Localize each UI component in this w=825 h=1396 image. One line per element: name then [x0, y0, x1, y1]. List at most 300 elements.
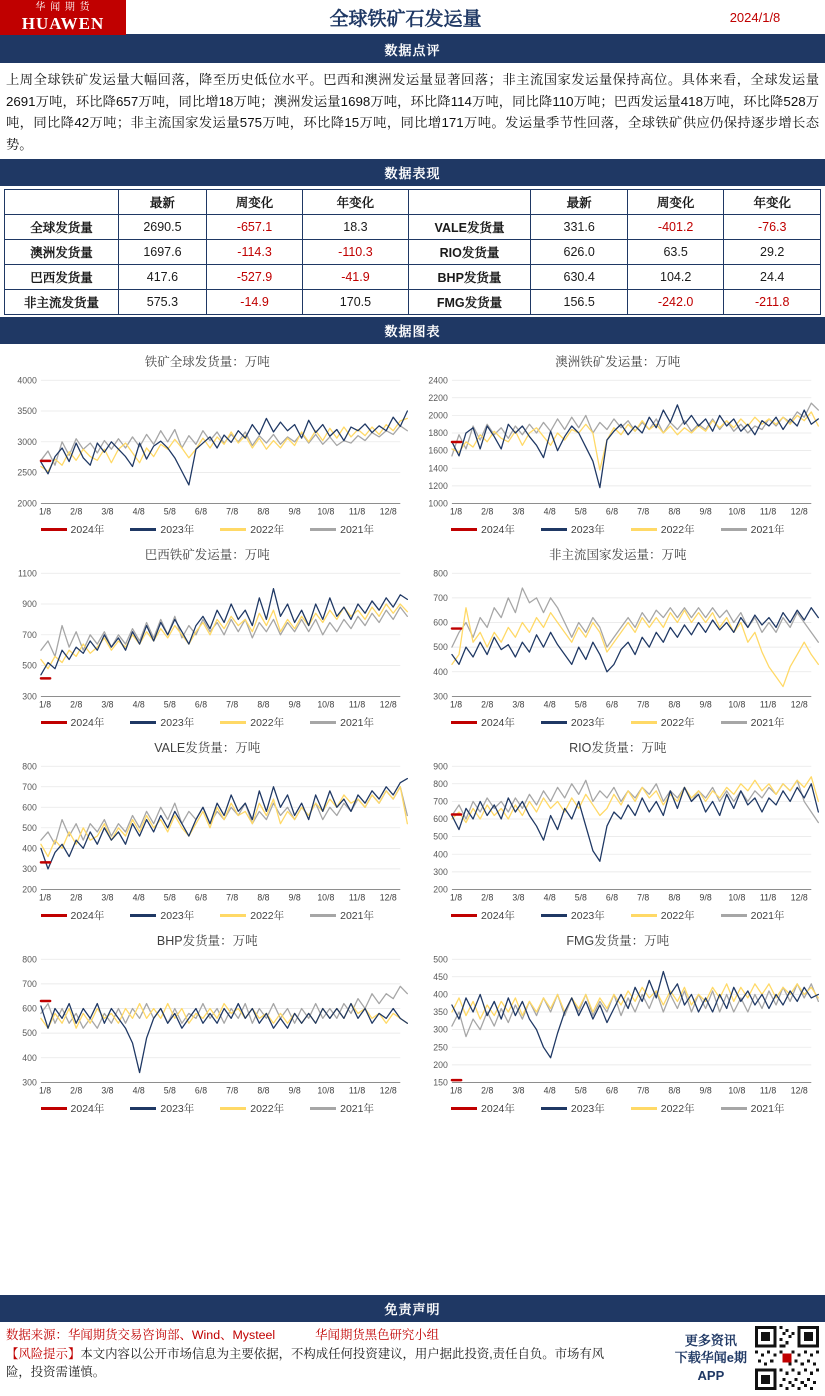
footer-text-block	[6, 1326, 609, 1382]
legend-swatch-icon	[220, 528, 246, 531]
row-label-australia: 澳洲发货量	[5, 240, 119, 265]
svg-text:8/8: 8/8	[257, 506, 270, 517]
cell-brazil-latest: 417.6	[119, 265, 207, 290]
col-latest-right: 最新	[531, 190, 628, 215]
qr-code-image	[755, 1326, 819, 1390]
legend-swatch-icon	[721, 721, 747, 724]
cell-fmg-wow: -242.0	[627, 290, 724, 315]
promo-text	[675, 1332, 747, 1385]
logo-chinese-text: 华 闻 期 货	[35, 1, 91, 13]
svg-text:1100: 1100	[18, 568, 37, 579]
svg-text:6/8: 6/8	[194, 892, 208, 903]
svg-text:8/8: 8/8	[667, 892, 680, 903]
legend-swatch-icon	[41, 528, 67, 531]
legend-swatch-icon	[130, 914, 156, 917]
data-table-wrapper	[0, 186, 825, 317]
section-performance-bar: 数据表现	[0, 159, 825, 186]
svg-text:12/8: 12/8	[790, 699, 808, 710]
legend-swatch-icon	[451, 721, 477, 724]
svg-text:2000: 2000	[427, 410, 448, 421]
legend-swatch-icon	[631, 1107, 657, 1110]
col-wow-right: 周变化	[627, 190, 724, 215]
chart-svg-global	[6, 372, 409, 524]
svg-text:1/8: 1/8	[38, 699, 52, 710]
svg-text:1600: 1600	[427, 445, 448, 456]
footer-body	[0, 1322, 825, 1396]
legend-item-2023年	[541, 715, 605, 730]
svg-text:600: 600	[432, 814, 448, 825]
legend-label: 2024年	[481, 909, 515, 922]
svg-text:3/8: 3/8	[511, 699, 525, 710]
cell-rio-yoy: 29.2	[724, 240, 821, 265]
svg-text:900: 900	[432, 761, 448, 772]
legend-label: 2024年	[70, 909, 105, 922]
svg-text:7/8: 7/8	[226, 699, 239, 710]
svg-text:9/8: 9/8	[699, 1085, 712, 1096]
legend-swatch-icon	[310, 1107, 336, 1110]
chart-title-nonmain: 非主流国家发运量：万吨	[548, 548, 687, 563]
cell-global-wow: -657.1	[206, 215, 303, 240]
col-latest-left: 最新	[119, 190, 207, 215]
svg-text:700: 700	[432, 593, 448, 604]
svg-text:500: 500	[22, 660, 37, 671]
legend-label: 2022年	[660, 909, 695, 922]
cell-vale-wow: -401.2	[627, 215, 724, 240]
promo-line-2: 下载华闻e期	[674, 1350, 747, 1366]
legend-swatch-icon	[631, 914, 657, 917]
footer-source-row	[6, 1326, 609, 1345]
legend-label: 2021年	[340, 524, 374, 537]
legend-label: 2024年	[70, 1102, 105, 1115]
svg-text:10/8: 10/8	[727, 1085, 745, 1096]
svg-text:6/8: 6/8	[194, 506, 208, 517]
svg-text:11/8: 11/8	[348, 1085, 366, 1096]
legend-swatch-icon	[41, 914, 67, 917]
legend-item-2024年	[41, 522, 105, 537]
legend-label: 2023年	[160, 524, 195, 537]
svg-text:2/8: 2/8	[70, 1085, 83, 1096]
svg-text:700: 700	[432, 796, 448, 807]
legend-item-2021年	[310, 908, 374, 923]
svg-text:5/8: 5/8	[574, 1085, 587, 1096]
page-title: 全球铁矿石发运量	[329, 7, 482, 30]
footer-source	[6, 1326, 275, 1345]
svg-text:6/8: 6/8	[605, 506, 618, 517]
svg-text:8/8: 8/8	[667, 699, 680, 710]
legend-label: 2021年	[340, 909, 374, 922]
svg-text:800: 800	[22, 954, 37, 965]
svg-text:7/8: 7/8	[636, 892, 649, 903]
svg-text:3/8: 3/8	[101, 892, 114, 903]
col-blank-right	[408, 190, 531, 215]
svg-text:1/8: 1/8	[449, 699, 462, 710]
svg-text:2/8: 2/8	[480, 506, 493, 517]
legend-label: 2023年	[570, 717, 605, 730]
svg-text:4/8: 4/8	[132, 1085, 145, 1096]
legend-swatch-icon	[451, 528, 477, 531]
legend-label: 2022年	[250, 1102, 285, 1115]
legend-item-2022年	[631, 522, 695, 537]
legend-item-2023年	[541, 522, 605, 537]
chart-title-global: 铁矿全球发货量：万吨	[144, 355, 270, 370]
row-label-fmg: FMG发货量	[408, 290, 531, 315]
svg-text:800: 800	[432, 568, 448, 579]
legend-item-2022年	[220, 908, 284, 923]
legend-label: 2021年	[750, 909, 785, 922]
chart-cell-brazil	[2, 539, 413, 732]
svg-text:2/8: 2/8	[70, 892, 83, 903]
chart-legend-vale	[6, 908, 409, 923]
svg-text:6/8: 6/8	[605, 892, 618, 903]
legend-swatch-icon	[451, 914, 477, 917]
svg-text:2/8: 2/8	[480, 892, 493, 903]
svg-text:8/8: 8/8	[257, 892, 270, 903]
svg-text:11/8: 11/8	[348, 699, 366, 710]
cell-brazil-wow: -527.9	[206, 265, 303, 290]
cell-nonmain-wow: -14.9	[206, 290, 303, 315]
legend-item-2021年	[310, 715, 374, 730]
legend-item-2023年	[541, 908, 605, 923]
svg-text:8/8: 8/8	[257, 699, 270, 710]
svg-text:400: 400	[432, 849, 448, 860]
svg-text:10/8: 10/8	[727, 506, 745, 517]
legend-item-2022年	[220, 1101, 284, 1116]
col-wow-left: 周变化	[206, 190, 303, 215]
svg-text:5/8: 5/8	[574, 506, 587, 517]
legend-label: 2021年	[750, 717, 785, 730]
svg-text:250: 250	[432, 1042, 448, 1053]
chart-title-fmg: FMG发货量：万吨	[566, 933, 670, 948]
legend-item-2022年	[631, 908, 695, 923]
promo-line-3: APP	[697, 1367, 725, 1383]
legend-label: 2023年	[160, 717, 195, 730]
cell-bhp-latest: 630.4	[531, 265, 628, 290]
svg-text:2/8: 2/8	[480, 699, 493, 710]
svg-text:7/8: 7/8	[636, 506, 649, 517]
svg-text:1/8: 1/8	[38, 506, 52, 517]
svg-text:9/8: 9/8	[699, 892, 712, 903]
legend-item-2024年	[451, 715, 515, 730]
legend-swatch-icon	[721, 528, 747, 531]
svg-text:700: 700	[22, 978, 37, 989]
chart-cell-fmg	[413, 925, 824, 1118]
row-label-nonmain: 非主流发货量	[5, 290, 119, 315]
svg-text:4/8: 4/8	[132, 699, 145, 710]
svg-text:3/8: 3/8	[101, 1085, 114, 1096]
chart-svg-bhp	[6, 951, 409, 1103]
legend-item-2024年	[41, 715, 105, 730]
legend-swatch-icon	[631, 721, 657, 724]
legend-item-2023年	[130, 522, 194, 537]
svg-text:4/8: 4/8	[543, 506, 556, 517]
legend-label: 2023年	[570, 909, 605, 922]
legend-label: 2024年	[481, 717, 515, 730]
svg-text:6/8: 6/8	[194, 1085, 208, 1096]
page-header	[0, 0, 825, 36]
qr-code[interactable]	[755, 1326, 819, 1390]
cell-global-latest: 2690.5	[119, 215, 207, 240]
legend-swatch-icon	[541, 721, 567, 724]
legend-swatch-icon	[310, 528, 336, 531]
svg-text:3/8: 3/8	[511, 1085, 525, 1096]
legend-item-2023年	[130, 1101, 194, 1116]
chart-legend-bhp	[6, 1101, 409, 1116]
cell-vale-yoy: -76.3	[724, 215, 821, 240]
cell-bhp-yoy: 24.4	[724, 265, 821, 290]
commentary-text: 上周全球铁矿发运量大幅回落，降至历史低位水平。巴西和澳洲发运量显著回落；非主流国家发运量保持高位。具体来看，全球发运量2691万吨，环比降657万吨，同比增18万吨；澳洲发运量1698万吨，环比降114万吨，同比降110万吨；巴西发运量418万吨，环比降528万吨，同比降42万吨；非主流国家发运量575万吨，环比降15万吨，同比增171万吨。发运量季节性回落，全球铁矿供应仍保持逐步增长态势。	[6, 72, 819, 152]
svg-text:1200: 1200	[427, 481, 448, 492]
legend-swatch-icon	[310, 721, 336, 724]
svg-text:450: 450	[432, 971, 448, 982]
legend-swatch-icon	[451, 1107, 477, 1110]
svg-text:500: 500	[432, 831, 448, 842]
svg-text:400: 400	[22, 843, 37, 854]
svg-text:800: 800	[22, 761, 37, 772]
section-disclaimer-bar: 免责声明	[0, 1295, 825, 1322]
svg-text:5/8: 5/8	[574, 699, 587, 710]
svg-text:12/8: 12/8	[790, 1085, 808, 1096]
legend-swatch-icon	[130, 1107, 156, 1110]
svg-text:5/8: 5/8	[163, 699, 176, 710]
svg-text:7/8: 7/8	[226, 506, 239, 517]
svg-text:10/8: 10/8	[317, 1085, 335, 1096]
svg-text:400: 400	[432, 989, 448, 1000]
svg-text:4/8: 4/8	[543, 892, 556, 903]
chart-cell-bhp	[2, 925, 413, 1118]
legend-swatch-icon	[721, 914, 747, 917]
footer-risk-row	[6, 1345, 609, 1382]
chart-legend-rio	[417, 908, 820, 923]
svg-text:4000: 4000	[17, 375, 37, 386]
svg-text:4/8: 4/8	[543, 1085, 556, 1096]
chart-legend-australia	[417, 522, 820, 537]
legend-swatch-icon	[631, 528, 657, 531]
legend-item-2021年	[721, 522, 785, 537]
chart-cell-vale	[2, 732, 413, 925]
legend-swatch-icon	[541, 914, 567, 917]
legend-label: 2024年	[481, 1102, 515, 1115]
legend-swatch-icon	[220, 914, 246, 917]
svg-text:3000: 3000	[17, 437, 37, 448]
chart-svg-fmg	[417, 951, 820, 1103]
report-date: 2024/1/8	[729, 9, 781, 25]
svg-text:1/8: 1/8	[449, 892, 462, 903]
svg-text:600: 600	[22, 802, 37, 813]
svg-text:7/8: 7/8	[226, 1085, 239, 1096]
chart-title-vale: VALE发货量：万吨	[154, 741, 261, 756]
legend-item-2021年	[721, 715, 785, 730]
chart-cell-australia	[413, 346, 824, 539]
cell-brazil-yoy: -41.9	[303, 265, 408, 290]
svg-text:3500: 3500	[17, 406, 37, 417]
chart-svg-nonmain	[417, 565, 820, 717]
svg-text:7/8: 7/8	[636, 1085, 649, 1096]
source-label: 数据来源：	[6, 1328, 68, 1342]
svg-text:12/8: 12/8	[790, 892, 808, 903]
risk-label: 【风险提示】	[6, 1346, 81, 1361]
legend-item-2021年	[721, 1101, 785, 1116]
svg-text:2500: 2500	[17, 467, 37, 478]
svg-text:9/8: 9/8	[288, 1085, 301, 1096]
svg-text:600: 600	[22, 1003, 37, 1014]
legend-item-2021年	[310, 1101, 374, 1116]
cell-australia-wow: -114.3	[206, 240, 303, 265]
table-row	[5, 265, 821, 290]
svg-text:5/8: 5/8	[574, 892, 587, 903]
chart-svg-brazil	[6, 565, 409, 717]
svg-text:300: 300	[432, 866, 448, 877]
svg-text:400: 400	[432, 666, 448, 677]
legend-swatch-icon	[721, 1107, 747, 1110]
cell-global-yoy: 18.3	[303, 215, 408, 240]
legend-item-2024年	[451, 908, 515, 923]
svg-text:9/8: 9/8	[699, 506, 712, 517]
legend-swatch-icon	[130, 721, 156, 724]
legend-item-2021年	[310, 522, 374, 537]
svg-text:4/8: 4/8	[543, 699, 556, 710]
row-label-global: 全球发货量	[5, 215, 119, 240]
section-charts-bar: 数据图表	[0, 317, 825, 344]
svg-text:2/8: 2/8	[70, 699, 83, 710]
section-commentary-bar: 数据点评	[0, 36, 825, 63]
company-logo	[0, 0, 126, 35]
cell-rio-latest: 626.0	[531, 240, 628, 265]
chart-title-bhp: BHP发货量：万吨	[156, 933, 258, 948]
chart-legend-brazil	[6, 715, 409, 730]
svg-text:8/8: 8/8	[257, 1085, 270, 1096]
legend-item-2022年	[220, 522, 284, 537]
svg-text:500: 500	[432, 954, 448, 965]
svg-text:8/8: 8/8	[667, 506, 680, 517]
svg-text:350: 350	[432, 1007, 448, 1018]
legend-item-2024年	[41, 1101, 105, 1116]
svg-text:11/8: 11/8	[348, 892, 366, 903]
svg-text:9/8: 9/8	[288, 892, 301, 903]
svg-text:300: 300	[22, 863, 37, 874]
chart-title-rio: RIO发货量：万吨	[569, 741, 667, 756]
legend-label: 2024年	[70, 524, 105, 537]
chart-legend-fmg	[417, 1101, 820, 1116]
svg-text:1400: 1400	[427, 463, 448, 474]
cell-australia-latest: 1697.6	[119, 240, 207, 265]
chart-cell-rio	[413, 732, 824, 925]
svg-text:3/8: 3/8	[511, 892, 525, 903]
svg-text:12/8: 12/8	[379, 699, 397, 710]
table-header-row	[5, 190, 821, 215]
svg-text:10/8: 10/8	[727, 892, 745, 903]
legend-item-2021年	[721, 908, 785, 923]
svg-text:4/8: 4/8	[132, 892, 145, 903]
svg-text:7/8: 7/8	[636, 699, 649, 710]
svg-text:2200: 2200	[427, 392, 448, 403]
chart-svg-rio	[417, 758, 820, 910]
svg-text:3/8: 3/8	[101, 506, 114, 517]
legend-item-2024年	[41, 908, 105, 923]
svg-text:10/8: 10/8	[317, 506, 335, 517]
source-value: 华闻期货交易咨询部、Wind、Mysteel	[67, 1328, 276, 1342]
logo-english-text: HUAWEN	[21, 13, 105, 33]
svg-text:200: 200	[22, 884, 37, 895]
svg-text:1/8: 1/8	[38, 1085, 52, 1096]
legend-swatch-icon	[220, 1107, 246, 1110]
legend-item-2024年	[451, 1101, 515, 1116]
chart-cell-nonmain	[413, 539, 824, 732]
svg-text:3/8: 3/8	[511, 506, 525, 517]
svg-text:12/8: 12/8	[379, 1085, 397, 1096]
svg-text:11/8: 11/8	[759, 699, 776, 710]
svg-text:500: 500	[22, 1028, 37, 1039]
svg-text:12/8: 12/8	[379, 892, 397, 903]
svg-text:2/8: 2/8	[480, 1085, 493, 1096]
svg-text:1800: 1800	[427, 428, 448, 439]
svg-text:11/8: 11/8	[348, 506, 366, 517]
cell-australia-yoy: -110.3	[303, 240, 408, 265]
col-yoy-left: 年变化	[303, 190, 408, 215]
legend-label: 2021年	[340, 717, 374, 730]
legend-label: 2022年	[660, 717, 695, 730]
svg-text:300: 300	[22, 1077, 37, 1088]
svg-text:7/8: 7/8	[226, 892, 239, 903]
legend-item-2023年	[130, 908, 194, 923]
svg-text:150: 150	[432, 1077, 448, 1088]
svg-text:12/8: 12/8	[790, 506, 808, 517]
legend-swatch-icon	[220, 721, 246, 724]
svg-text:1/8: 1/8	[449, 506, 462, 517]
legend-label: 2024年	[70, 717, 105, 730]
cell-vale-latest: 331.6	[531, 215, 628, 240]
chart-legend-global	[6, 522, 409, 537]
legend-item-2023年	[541, 1101, 605, 1116]
legend-swatch-icon	[541, 528, 567, 531]
svg-text:500: 500	[432, 642, 448, 653]
svg-text:1/8: 1/8	[449, 1085, 462, 1096]
row-label-brazil: 巴西发货量	[5, 265, 119, 290]
legend-swatch-icon	[310, 914, 336, 917]
legend-label: 2023年	[570, 524, 605, 537]
svg-text:4/8: 4/8	[132, 506, 145, 517]
chart-title-brazil: 巴西铁矿发运量：万吨	[144, 548, 270, 563]
legend-label: 2023年	[160, 909, 195, 922]
svg-text:600: 600	[432, 617, 448, 628]
svg-text:500: 500	[22, 822, 37, 833]
chart-cell-global	[2, 346, 413, 539]
legend-label: 2024年	[481, 524, 515, 537]
performance-table	[4, 189, 821, 315]
svg-text:5/8: 5/8	[163, 1085, 176, 1096]
cell-bhp-wow: 104.2	[627, 265, 724, 290]
legend-item-2024年	[451, 522, 515, 537]
cell-nonmain-latest: 575.3	[119, 290, 207, 315]
svg-text:9/8: 9/8	[288, 506, 301, 517]
svg-text:200: 200	[432, 884, 448, 895]
svg-text:11/8: 11/8	[759, 506, 776, 517]
col-yoy-right: 年变化	[724, 190, 821, 215]
cell-rio-wow: 63.5	[627, 240, 724, 265]
legend-swatch-icon	[41, 721, 67, 724]
chart-legend-nonmain	[417, 715, 820, 730]
charts-grid	[0, 344, 825, 1118]
svg-text:11/8: 11/8	[759, 1085, 776, 1096]
legend-label: 2022年	[250, 717, 285, 730]
svg-text:10/8: 10/8	[727, 699, 745, 710]
legend-label: 2023年	[160, 1102, 195, 1115]
svg-text:3/8: 3/8	[101, 699, 114, 710]
chart-svg-australia	[417, 372, 820, 524]
svg-text:200: 200	[432, 1059, 448, 1070]
promo-line-1: 更多资讯	[684, 1332, 737, 1348]
footer-team: 华闻期货黑色研究小组	[315, 1328, 440, 1342]
svg-text:10/8: 10/8	[317, 699, 335, 710]
